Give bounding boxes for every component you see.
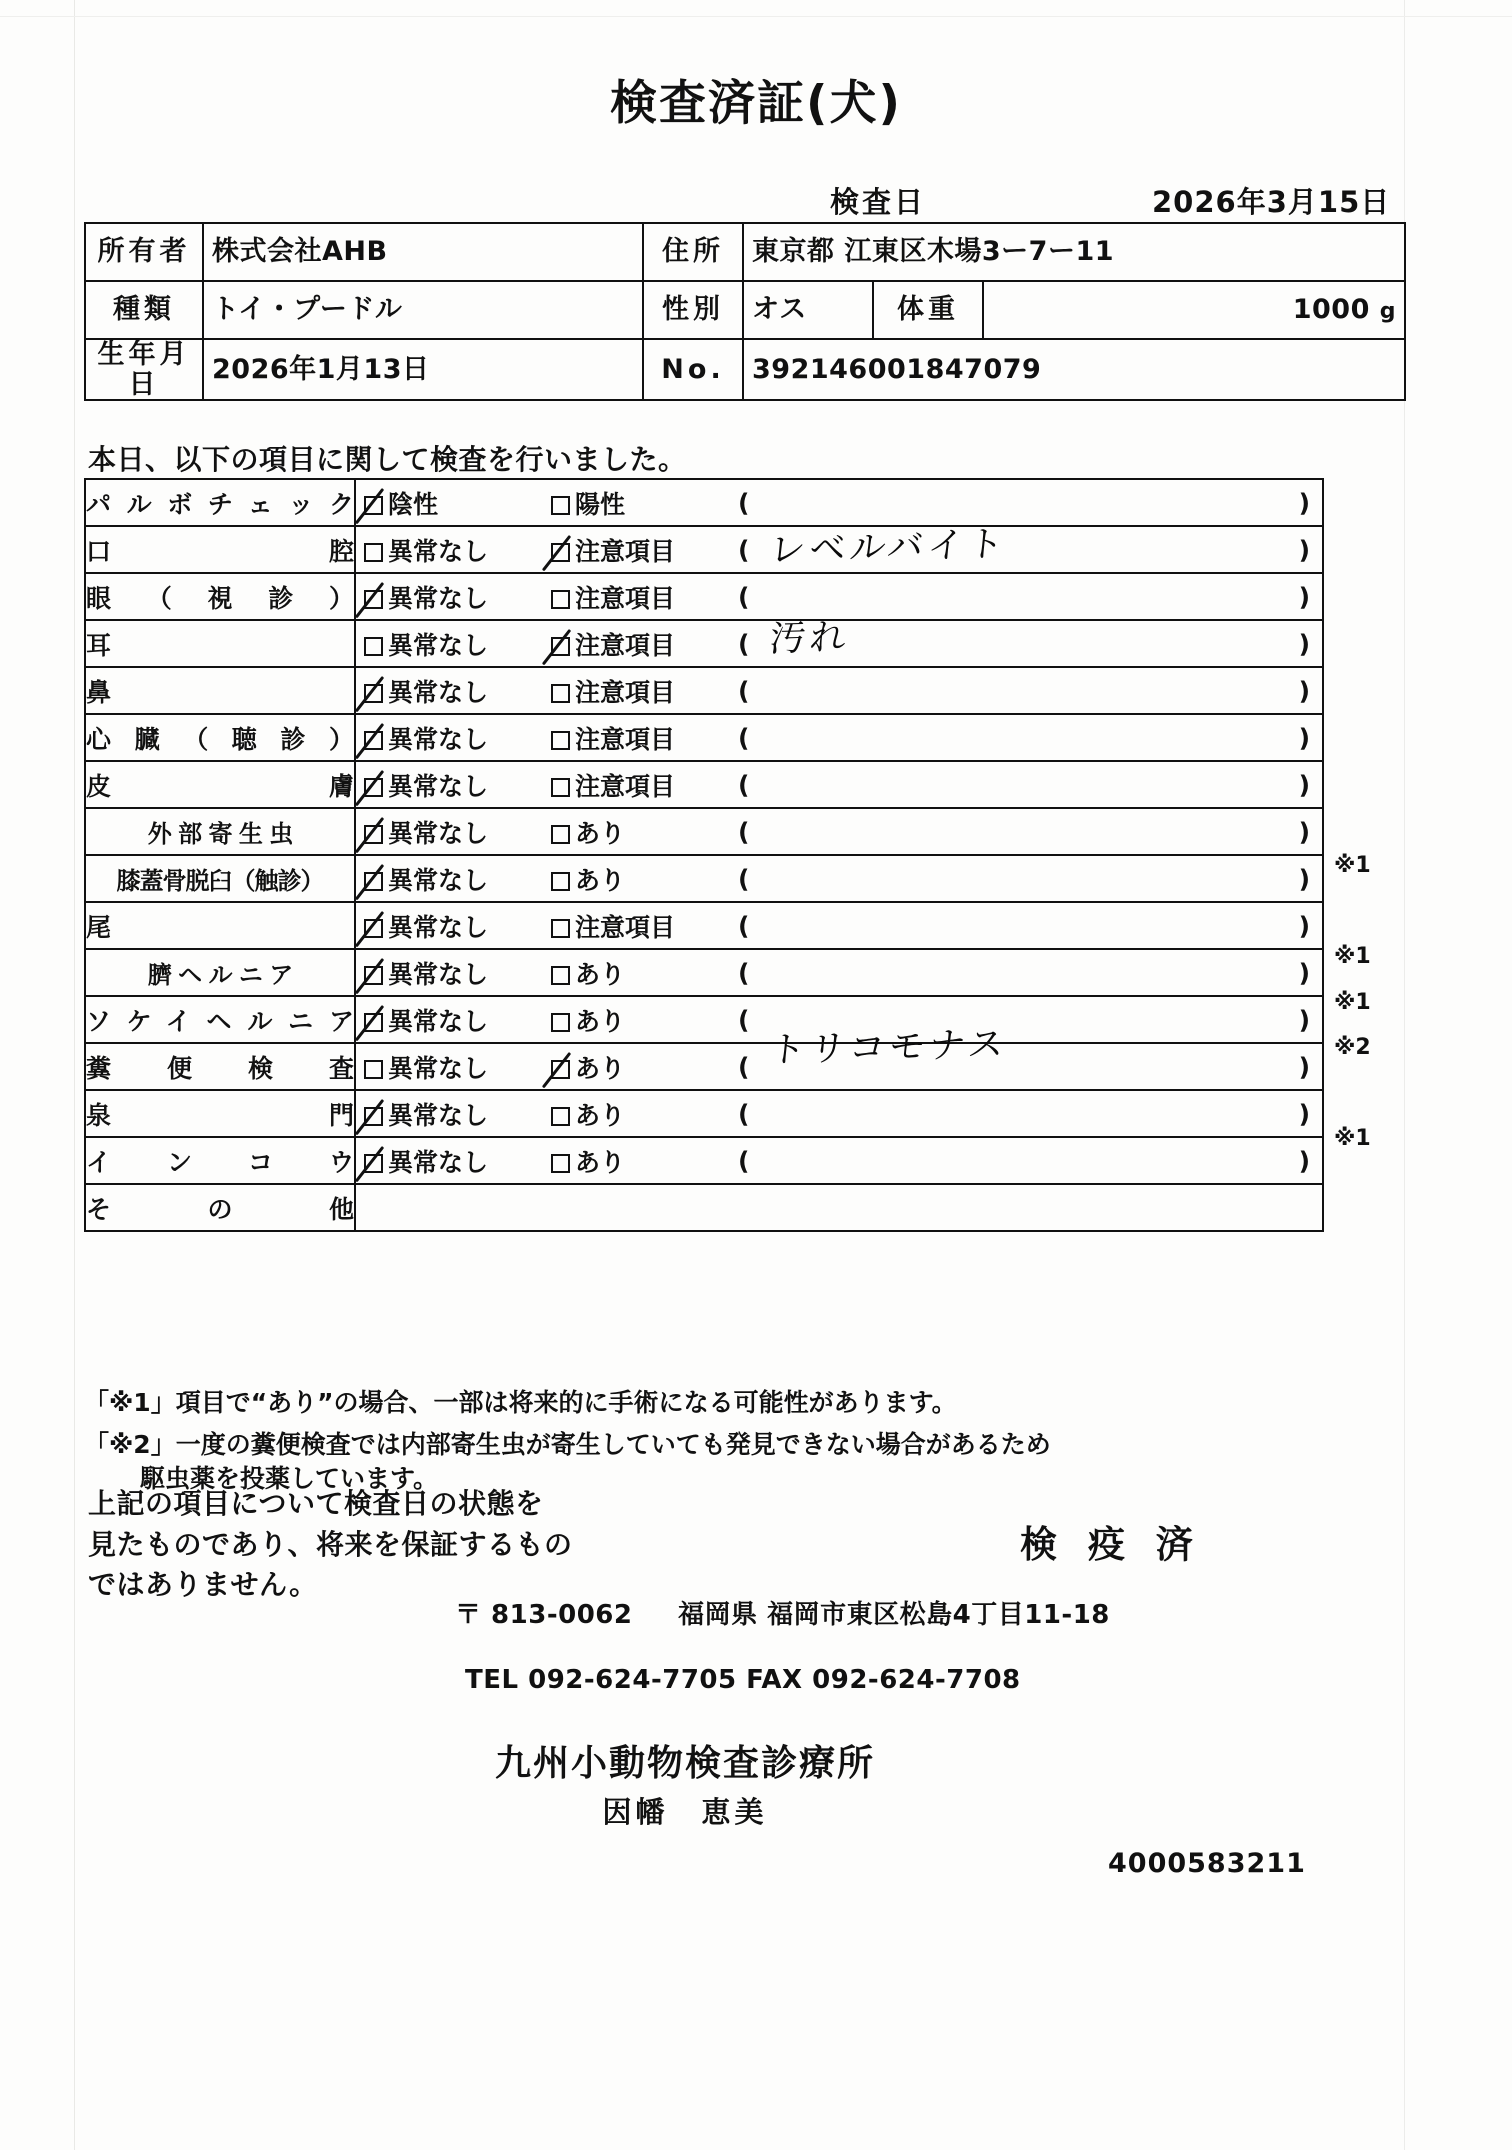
quarantine-stamp: 検 疫 済 xyxy=(1020,1523,1202,1566)
breed-value: トイ・プードル xyxy=(203,281,643,339)
checkbox-checked-icon[interactable] xyxy=(364,919,383,938)
sex-label: 性別 xyxy=(643,281,743,339)
checkbox-checked-icon[interactable] xyxy=(364,1154,383,1173)
checkbox-icon[interactable] xyxy=(551,1013,570,1032)
checkbox-label: 異常なし xyxy=(388,724,489,754)
checkbox-label: 異常なし xyxy=(388,959,489,989)
checkbox-icon[interactable] xyxy=(364,1060,383,1079)
checkbox-checked-icon[interactable] xyxy=(364,1107,383,1126)
note-paren-close: ) xyxy=(1298,1099,1310,1128)
checkbox-option-b[interactable] xyxy=(551,955,625,991)
checkbox-option-a[interactable] xyxy=(364,955,488,991)
address-value: 東京都 江東区木場3ー7ー11 xyxy=(743,223,1405,281)
checkbox-checked-icon[interactable] xyxy=(551,1060,570,1079)
checkbox-option-b[interactable] xyxy=(551,626,675,662)
note-paren-close: ) xyxy=(1298,488,1310,517)
checkbox-icon[interactable] xyxy=(364,637,383,656)
checkbox-label: 異常なし xyxy=(388,536,489,566)
checklist-item-label: 糞 便 検 査 xyxy=(85,1043,355,1090)
checklist-item-label: 臍 ヘ ル ニ ア xyxy=(85,949,355,996)
checklist-row xyxy=(85,1043,1323,1090)
note-paren-close: ) xyxy=(1298,676,1310,705)
other-label: そ の 他 xyxy=(85,1184,355,1231)
checkbox-option-a[interactable] xyxy=(364,1049,488,1085)
clinic-address: 〒 813-0062 福岡県 福岡市東区松島4丁目11-18 xyxy=(455,1600,1110,1630)
checkbox-label: 注意項目 xyxy=(575,771,676,801)
checkbox-label: 異常なし xyxy=(388,1100,489,1130)
clinic-name: 九州小動物検査診療所 xyxy=(494,1743,875,1784)
checklist-item-label: 口 腔 xyxy=(85,526,355,573)
note-paren-open: ( xyxy=(738,1005,750,1034)
checkbox-option-b[interactable] xyxy=(551,908,675,944)
checkbox-icon[interactable] xyxy=(551,966,570,985)
note-paren-open: ( xyxy=(738,958,750,987)
note-paren-close: ) xyxy=(1298,864,1310,893)
note-paren-close: ) xyxy=(1298,629,1310,658)
checkbox-label: あり xyxy=(575,865,626,895)
birthdate-label: 生年月日 xyxy=(85,339,203,400)
checklist-item-label: 膝蓋骨脱臼（触診） xyxy=(85,855,355,902)
checklist-item-label: ソケイヘルニア xyxy=(85,996,355,1043)
checklist-options-cell xyxy=(355,761,1323,808)
checkbox-label: あり xyxy=(575,1053,626,1083)
note-paren-open: ( xyxy=(738,723,750,752)
checkbox-label: 異常なし xyxy=(388,771,489,801)
checkbox-checked-icon[interactable] xyxy=(364,731,383,750)
note-paren-close: ) xyxy=(1298,817,1310,846)
checkbox-option-b[interactable] xyxy=(551,814,625,850)
breed-label: 種類 xyxy=(85,281,203,339)
checkbox-checked-icon[interactable] xyxy=(364,1013,383,1032)
checklist-options-cell xyxy=(355,808,1323,855)
checkbox-label: 異常なし xyxy=(388,1053,489,1083)
checkbox-checked-icon[interactable] xyxy=(364,684,383,703)
handwritten-note: トリコモナス xyxy=(767,1023,1010,1072)
checkbox-option-b[interactable] xyxy=(551,1049,625,1085)
checkbox-checked-icon[interactable] xyxy=(364,966,383,985)
checklist-options-cell xyxy=(355,1090,1323,1137)
note-paren-open: ( xyxy=(738,582,750,611)
checkbox-option-b[interactable] xyxy=(551,861,625,897)
checkbox-option-b[interactable] xyxy=(551,720,675,756)
checklist-row xyxy=(85,479,1323,526)
checklist-item-label: 尾 xyxy=(85,902,355,949)
checkbox-label: 異常なし xyxy=(388,818,489,848)
note-paren-close: ) xyxy=(1298,770,1310,799)
disclaimer-line-3: ではありません。 xyxy=(88,1568,318,1602)
note-paren-close: ) xyxy=(1298,535,1310,564)
checkbox-label: あり xyxy=(575,1147,626,1177)
checklist-row xyxy=(85,949,1323,996)
checkbox-icon[interactable] xyxy=(551,872,570,891)
checkbox-icon[interactable] xyxy=(551,919,570,938)
checklist-options-cell xyxy=(355,479,1323,526)
clinic-contact: TEL 092-624-7705 FAX 092-624-7708 xyxy=(465,1665,1021,1695)
checklist-options-cell xyxy=(355,1137,1323,1184)
checklist-row xyxy=(85,573,1323,620)
checkbox-icon[interactable] xyxy=(551,778,570,797)
note-paren-close: ) xyxy=(1298,1005,1310,1034)
inspection-checklist-table xyxy=(84,478,1324,1232)
checkbox-checked-icon[interactable] xyxy=(551,637,570,656)
checklist-row-other xyxy=(85,1184,1323,1231)
other-value[interactable] xyxy=(355,1184,1323,1231)
checkbox-label: 異常なし xyxy=(388,677,489,707)
checklist-item-label: 鼻 xyxy=(85,667,355,714)
checklist-item-label: 耳 xyxy=(85,620,355,667)
checkbox-option-a[interactable] xyxy=(364,767,488,803)
checkbox-icon[interactable] xyxy=(551,1107,570,1126)
page-title: 検査済証(犬) xyxy=(610,76,902,131)
checkbox-label: 注意項目 xyxy=(575,630,676,660)
checklist-row xyxy=(85,526,1323,573)
checkbox-option-b[interactable] xyxy=(551,1002,625,1038)
checklist-item-label: イ ン コ ウ xyxy=(85,1137,355,1184)
checkbox-label: 陽性 xyxy=(575,489,626,519)
checkbox-option-a[interactable] xyxy=(364,861,488,897)
address-label: 住所 xyxy=(643,223,743,281)
note-paren-open: ( xyxy=(738,1099,750,1128)
note-paren-close: ) xyxy=(1298,723,1310,752)
checkbox-label: 異常なし xyxy=(388,583,489,613)
checkbox-option-a[interactable] xyxy=(364,626,488,662)
footnote-marker: ※1 xyxy=(1334,944,1371,969)
checkbox-icon[interactable] xyxy=(364,543,383,562)
checkbox-option-a[interactable] xyxy=(364,720,488,756)
weight-value: 1000 xyxy=(1292,294,1370,326)
checklist-item-label: 泉 門 xyxy=(85,1090,355,1137)
number-value: 392146001847079 xyxy=(743,339,1405,400)
checkbox-checked-icon[interactable] xyxy=(364,590,383,609)
checkbox-option-b[interactable] xyxy=(551,1096,625,1132)
checklist-row xyxy=(85,1090,1323,1137)
checklist-item-label: 眼（視診） xyxy=(85,573,355,620)
checkbox-label: あり xyxy=(575,959,626,989)
weight-label: 体重 xyxy=(873,281,983,339)
owner-label: 所有者 xyxy=(85,223,203,281)
document-number: 4000583211 xyxy=(1108,1848,1306,1879)
checkbox-checked-icon[interactable] xyxy=(364,496,383,515)
note-paren-close: ) xyxy=(1298,911,1310,940)
checkbox-label: あり xyxy=(575,1006,626,1036)
veterinarian-name: 因幡 恵美 xyxy=(602,1795,768,1829)
checkbox-option-a[interactable] xyxy=(364,908,488,944)
weight-cell xyxy=(983,281,1405,339)
disclaimer-line-1: 上記の項目について検査日の状態を xyxy=(88,1487,544,1520)
checkbox-label: 異常なし xyxy=(388,1147,489,1177)
note-paren-close: ) xyxy=(1298,1146,1310,1175)
table-row-owner xyxy=(85,223,1405,281)
checkbox-label: 陰性 xyxy=(388,489,439,519)
checklist-options-cell xyxy=(355,855,1323,902)
checkbox-checked-icon[interactable] xyxy=(364,778,383,797)
checkbox-option-a[interactable] xyxy=(364,579,488,615)
footnote-marker: ※1 xyxy=(1334,853,1371,878)
checkbox-option-a[interactable] xyxy=(364,532,488,568)
checkbox-checked-icon[interactable] xyxy=(364,825,383,844)
checkbox-option-a[interactable] xyxy=(364,673,488,709)
disclaimer-line-2: 見たものであり、将来を保証するもの xyxy=(88,1527,573,1561)
checklist-row xyxy=(85,667,1323,714)
checkbox-icon[interactable] xyxy=(551,731,570,750)
exam-date-label: 検査日 xyxy=(830,185,927,219)
checklist-row xyxy=(85,855,1323,902)
note-paren-open: ( xyxy=(738,770,750,799)
birthdate-value: 2026年1月13日 xyxy=(203,339,643,400)
checkbox-label: あり xyxy=(575,1100,626,1130)
checklist-item-label: 心臓（聴診） xyxy=(85,714,355,761)
scan-edge-top xyxy=(0,16,1512,17)
checkbox-icon[interactable] xyxy=(551,684,570,703)
checkbox-option-b[interactable] xyxy=(551,1143,625,1179)
note-paren-close: ) xyxy=(1298,958,1310,987)
note-paren-open: ( xyxy=(738,817,750,846)
note-paren-open: ( xyxy=(738,864,750,893)
table-row-breed xyxy=(85,281,1405,339)
checklist-options-cell xyxy=(355,949,1323,996)
checkbox-checked-icon[interactable] xyxy=(364,872,383,891)
checkbox-icon[interactable] xyxy=(551,825,570,844)
checkbox-label: 注意項目 xyxy=(575,583,676,613)
handwritten-note: レベルバイト xyxy=(767,523,1010,571)
checkbox-label: 注意項目 xyxy=(575,724,676,754)
checkbox-label: 異常なし xyxy=(388,630,489,660)
checkbox-option-b[interactable] xyxy=(551,767,675,803)
checklist-row xyxy=(85,996,1323,1043)
checkbox-icon[interactable] xyxy=(551,496,570,515)
exam-date-value: 2026年3月15日 xyxy=(1152,185,1391,219)
checkbox-label: あり xyxy=(575,818,626,848)
checklist-row xyxy=(85,714,1323,761)
note-paren-open: ( xyxy=(738,1146,750,1175)
checkbox-option-b[interactable] xyxy=(551,532,675,568)
note-paren-open: ( xyxy=(738,1052,750,1081)
checkbox-label: 異常なし xyxy=(388,912,489,942)
checkbox-label: 異常なし xyxy=(388,865,489,895)
checklist-options-cell xyxy=(355,667,1323,714)
checklist-options-cell xyxy=(355,714,1323,761)
animal-info-table xyxy=(84,222,1406,401)
checklist-row xyxy=(85,761,1323,808)
table-row-birthdate xyxy=(85,339,1405,400)
number-label: No. xyxy=(643,339,743,400)
checkbox-label: 注意項目 xyxy=(575,536,676,566)
intro-text: 本日、以下の項目に関して検査を行いました。 xyxy=(88,443,687,476)
sex-value: オス xyxy=(743,281,873,339)
checkbox-icon[interactable] xyxy=(551,1154,570,1173)
checklist-row xyxy=(85,902,1323,949)
checklist-row xyxy=(85,808,1323,855)
checkbox-label: 異常なし xyxy=(388,1006,489,1036)
note-paren-open: ( xyxy=(738,676,750,705)
note-paren-open: ( xyxy=(738,911,750,940)
note-paren-open: ( xyxy=(738,629,750,658)
checkbox-option-a[interactable] xyxy=(364,814,488,850)
checkbox-option-a[interactable] xyxy=(364,485,438,521)
footnote-marker: ※2 xyxy=(1334,1035,1371,1060)
checklist-options-cell xyxy=(355,902,1323,949)
note-paren-open: ( xyxy=(738,535,750,564)
checkbox-label: 注意項目 xyxy=(575,912,676,942)
checkbox-checked-icon[interactable] xyxy=(551,543,570,562)
note-paren-close: ) xyxy=(1298,1052,1310,1081)
checklist-row xyxy=(85,620,1323,667)
weight-unit: g xyxy=(1379,299,1397,325)
checkbox-option-b[interactable] xyxy=(551,579,675,615)
checklist-item-label: パルボチェック xyxy=(85,479,355,526)
disclaimer-statement xyxy=(88,1484,573,1606)
note-paren-open: ( xyxy=(738,488,750,517)
checkbox-option-a[interactable] xyxy=(364,1096,488,1132)
footnote-marker: ※1 xyxy=(1334,1126,1371,1151)
checklist-row xyxy=(85,1137,1323,1184)
checkbox-option-a[interactable] xyxy=(364,1143,488,1179)
checkbox-label: 注意項目 xyxy=(575,677,676,707)
checklist-item-label: 皮 膚 xyxy=(85,761,355,808)
checkbox-option-b[interactable] xyxy=(551,673,675,709)
owner-value: 株式会社AHB xyxy=(203,223,643,281)
footnote-marker: ※1 xyxy=(1334,989,1371,1015)
checkbox-option-b[interactable] xyxy=(551,485,625,521)
handwritten-note: 汚れ xyxy=(767,616,852,660)
footnote-2-line1: 「※2」一度の糞便検査では内部寄生虫が寄生していても発見できない場合があるため xyxy=(84,1430,1051,1459)
checklist-item-label: 外 部 寄 生 虫 xyxy=(85,808,355,855)
footnote-2-line2: 駆虫薬を投薬しています。 xyxy=(140,1464,439,1493)
checkbox-icon[interactable] xyxy=(551,590,570,609)
checkbox-option-a[interactable] xyxy=(364,1002,488,1038)
footnote-1: 「※1」項目で“あり”の場合、一部は将来的に手術になる可能性があります。 xyxy=(84,1388,957,1417)
note-paren-close: ) xyxy=(1298,582,1310,611)
